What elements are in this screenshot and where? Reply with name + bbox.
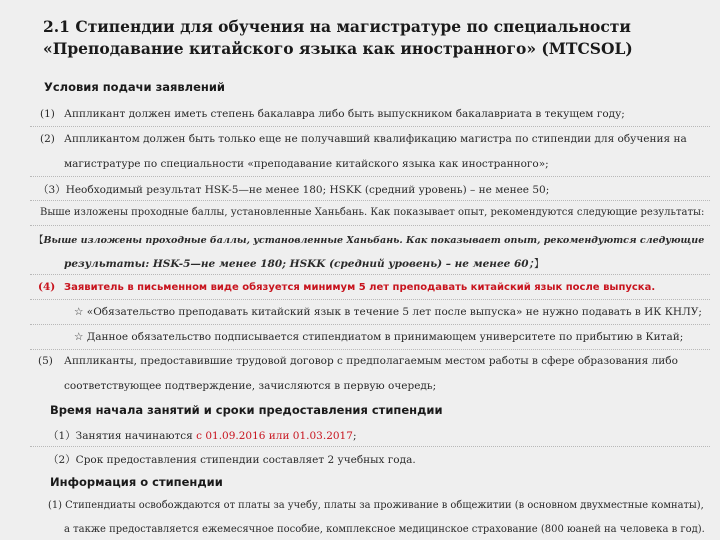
- divider: [30, 126, 710, 127]
- divider: [30, 176, 710, 177]
- info-item-1-line-1: (1) Стипендиаты освобождаются от платы за учебу, платы за проживание в общежитии (в основном двухместные комнаты),: [48, 500, 704, 511]
- title-line-2: «Преподавание китайского языка как иностранного» (MTCSOL): [43, 39, 633, 58]
- item-1-number: (1): [40, 108, 55, 120]
- score-note: Выше изложены проходные баллы, установленные Ханьбань. Как показывает опыт, рекомендуются следующие результаты:: [40, 207, 705, 218]
- divider: [30, 324, 710, 325]
- star-note-1-text: «Обязательство преподавать китайский язык в течение 5 лет после выпуска» не нужно подавать в ИК КНЛУ;: [86, 306, 702, 318]
- divider: [30, 200, 710, 201]
- star-icon: ☆: [74, 306, 84, 318]
- item-3-body: Необходимый результат HSK-5—не менее 180; HSKK (средний уровень) – не менее 50;: [65, 184, 550, 196]
- star-icon: ☆: [74, 331, 84, 343]
- info-item-1-line-2: а также предоставляется ежемесячное пособие, комплексное медицинское страхование (800 юаней на человека в год).: [64, 524, 705, 535]
- title-line-1: 2.1 Стипендии для обучения на магистратуре по специальности: [43, 17, 631, 36]
- divider: [30, 446, 710, 447]
- time-item-1-prefix: （1）Занятия начинаются: [48, 430, 197, 442]
- item-3-text: [38, 182, 549, 197]
- star-note-2: [74, 331, 683, 343]
- item-3-number: （3）: [38, 184, 66, 196]
- time-item-1-suffix: ;: [352, 430, 357, 442]
- bracket-open: 【: [34, 235, 44, 246]
- star-note-2-text: Данное обязательство подписывается стипендиатом в принимающем университете по прибытию в Китай;: [86, 331, 684, 343]
- item-5-number: (5): [38, 355, 53, 367]
- recommended-scores-text-1: Выше изложены проходные баллы, установленные Ханьбань. Как показывает опыт, рекомендуются следующие: [43, 235, 705, 246]
- recommended-scores-text-2: результаты: HSK-5—не менее 180; HSKK (средний уровень) – не менее 60；: [64, 258, 534, 270]
- time-item-1: [48, 428, 356, 443]
- time-item-2: （2）Срок предоставления стипендии составляет 2 учебных года.: [48, 454, 416, 466]
- divider: [30, 299, 710, 300]
- recommended-scores-line-1: [34, 232, 704, 246]
- recommended-scores-line-2: [64, 256, 544, 271]
- time-heading: Время начала занятий и сроки предоставления стипендии: [50, 403, 443, 417]
- item-5-text-line-1: Аппликанты, предоставившие трудовой договор с предполагаемым местом работы в сфере образования либо: [64, 355, 678, 367]
- divider: [30, 225, 710, 226]
- document-title: [43, 16, 703, 60]
- divider: [30, 274, 710, 275]
- item-4-text: Заявитель в письменном виде обязуется минимум 5 лет преподавать китайский язык после выпуска.: [64, 282, 656, 293]
- star-note-1: [74, 306, 702, 318]
- item-5-text-line-2: соответствующее подтверждение, зачисляются в первую очередь;: [64, 380, 437, 392]
- item-2-number: (2): [40, 133, 55, 145]
- conditions-heading: Условия подачи заявлений: [44, 80, 225, 94]
- info-heading: Информация о стипендии: [50, 475, 223, 489]
- item-1-text: Аппликант должен иметь степень бакалавра либо быть выпускником бакалавриата в текущем году;: [64, 108, 625, 120]
- divider: [30, 349, 710, 350]
- item-2-text-line-1: Аппликантом должен быть только еще не получавший квалификацию магистра по стипендии для обучения на: [64, 133, 687, 145]
- item-4-number: (4): [38, 281, 56, 293]
- start-dates: с 01.09.2016 или 01.03.2017: [196, 430, 353, 442]
- bracket-close: 】: [533, 258, 545, 270]
- item-2-text-line-2: магистратуре по специальности «преподавание китайского языка как иностранного»;: [64, 158, 549, 170]
